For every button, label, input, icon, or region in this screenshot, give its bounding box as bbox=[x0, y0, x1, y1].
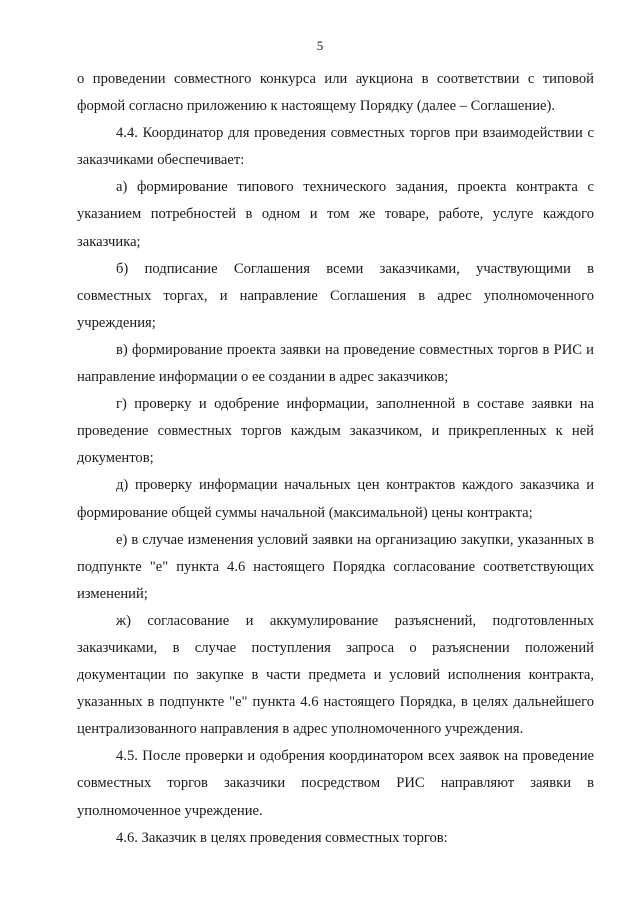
paragraph-4-6: 4.6. Заказчик в целях проведения совместных торгов: bbox=[116, 829, 448, 846]
paragraph-4-5: 4.5. После проверки и одобрения координатором всех заявок на проведение совместных торгов заказчики посредством РИС направляют заявки в уполномоченное учреждение. bbox=[77, 748, 594, 819]
page-number: 5 bbox=[316, 38, 324, 53]
paragraph-4-4: 4.4. Координатор для проведения совместных торгов при взаимодействии с заказчиками обеспечивает: bbox=[77, 125, 594, 169]
paragraph-item-v: в) формирование проекта заявки на проведение совместных торгов в РИС и направление информации о ее создании в адрес заказчиков; bbox=[77, 341, 594, 386]
paragraph-item-g: г) проверку и одобрение информации, заполненной в составе заявки на проведение совместных торгов каждым заказчиком, и прикрепленных к ней документов; bbox=[77, 396, 594, 467]
paragraph-item-b: б) подписание Соглашения всеми заказчиками, участвующими в совместных торгах, и направление Соглашения в адрес уполномоченного учреждения; bbox=[77, 260, 594, 331]
paragraph-continuation: о проведении совместного конкурса или аукциона в соответствии с типовой формой согласно приложению к настоящему Порядку (далее – Соглашение). bbox=[77, 71, 594, 115]
document-body bbox=[77, 66, 594, 852]
paragraph-item-d: д) проверку информации начальных цен контрактов каждого заказчика и формирование общей суммы начальной (максимальной) цены контракта; bbox=[77, 477, 594, 521]
paragraph-item-zh: ж) согласование и аккумулирование разъяснений, подготовленных заказчиками, в случае поступления запроса о разъяснении положений документации по закупке в части предмета и условий исполнения контракта, указанных в подпункте "е" пункта 4.6 настоящего Порядка, в целях дальнейшего централизованного направления в адрес уполномоченного учреждения. bbox=[77, 612, 594, 738]
paragraph-item-e: е) в случае изменения условий заявки на организацию закупки, указанных в подпункте "е" пункта 4.6 настоящего Порядка согласование соответствующих изменений; bbox=[77, 531, 594, 602]
paragraph-item-a: а) формирование типового технического задания, проекта контракта с указанием потребностей в одном и том же товаре, работе, услуге каждого заказчика; bbox=[77, 179, 594, 250]
